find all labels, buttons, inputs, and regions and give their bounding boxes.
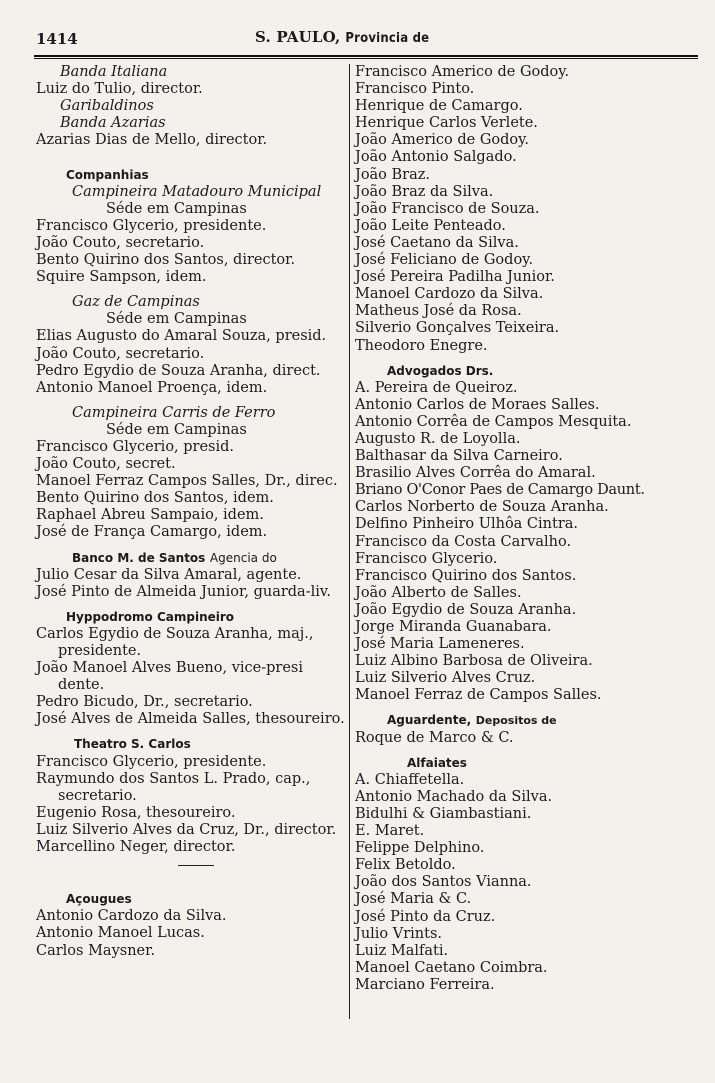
- entry-line: Brasilio Alves Corrêa do Amaral.: [355, 465, 596, 482]
- section-separator: [178, 865, 214, 866]
- entry-line: Pedro Bicudo, Dr., secretario.: [36, 694, 253, 711]
- section-heading: Banco M. de Santos: [72, 550, 206, 565]
- entry-line: Manoel Ferraz Campos Salles, Dr., direc.: [36, 473, 338, 490]
- entry-line: Bento Quirino dos Santos, idem.: [36, 490, 274, 507]
- entry-line: Antonio Cardozo da Silva.: [36, 908, 227, 925]
- section-title: Gaz de Campinas: [72, 294, 200, 311]
- spacer: [36, 601, 347, 609]
- entry-line: João Americo de Godoy.: [355, 132, 530, 149]
- entry-line: José Pinto de Almeida Junior, guarda-liv.: [36, 583, 331, 600]
- entry-line: João Couto, secretario.: [36, 345, 205, 362]
- entry-line: João Leite Penteado.: [355, 217, 506, 234]
- entry-line: Marciano Ferreira.: [355, 976, 495, 993]
- entry-line: Francisco da Costa Carvalho.: [355, 533, 572, 550]
- entry-line: Silverio Gonçalves Teixeira.: [355, 320, 560, 337]
- section-heading: Alfaiates: [407, 755, 467, 770]
- entry-line: João Couto, secretario.: [36, 234, 205, 251]
- entry-line: Francisco Pinto.: [355, 81, 475, 98]
- entry-line: Manoel Ferraz de Campos Salles.: [355, 687, 602, 704]
- entry-line: Balthasar da Silva Carneiro.: [355, 448, 563, 465]
- entry-line: dente.: [58, 677, 105, 694]
- entry-line: Francisco Glycerio.: [355, 550, 498, 567]
- entry-line: Luiz Silverio Alves Cruz.: [355, 670, 536, 687]
- entry-line: João Braz.: [355, 166, 431, 183]
- column-divider: [349, 64, 350, 1019]
- running-head: [255, 28, 429, 46]
- spacer: [355, 704, 700, 712]
- entry-line: Carlos Norberto de Souza Aranha.: [355, 499, 609, 516]
- entry-line: João Francisco de Souza.: [355, 200, 540, 217]
- entry-line: João Braz da Silva.: [355, 183, 494, 200]
- section-title: Banda Azarias: [60, 115, 166, 132]
- entry-line: Raymundo dos Santos L. Prado, cap.,: [36, 770, 311, 787]
- entry-line: José Pereira Padilha Junior.: [355, 269, 555, 286]
- section-heading: Açougues: [66, 892, 132, 907]
- entry-line: Francisco Glycerio, presid.: [36, 438, 235, 455]
- entry-line: Luiz Malfati.: [355, 942, 449, 959]
- entry-line: Marcellino Neger, director.: [36, 839, 236, 856]
- entry-line: Francisco Quirino dos Santos.: [355, 567, 577, 584]
- entry-line: José Alves de Almeida Salles, thesoureiro.: [36, 711, 345, 728]
- spacer: [36, 149, 347, 166]
- section-subtitle: Séde em Campinas: [106, 421, 247, 438]
- section-title: Garibaldinos: [60, 98, 154, 115]
- section-subtitle: Séde em Campinas: [106, 200, 247, 217]
- header-rule: [34, 55, 698, 59]
- entry-line: Henrique Carlos Verlete.: [355, 115, 538, 132]
- entry-line: Felippe Delphino.: [355, 840, 485, 857]
- spacer: [36, 874, 347, 891]
- entry-line: Bidulhi & Giambastiani.: [355, 805, 532, 822]
- entry-line: Eugenio Rosa, thesoureiro.: [36, 804, 236, 821]
- section-heading-row: [36, 550, 347, 567]
- section-heading-rest: Agencia do: [209, 550, 277, 565]
- entry-line: José Pinto da Cruz.: [355, 908, 496, 925]
- section-heading: Hyppodromo Campineiro: [66, 609, 235, 624]
- entry-line: João Egydio de Souza Aranha.: [355, 601, 577, 618]
- entry-line: Roque de Marco & C.: [355, 729, 514, 746]
- right-column: [355, 64, 700, 994]
- running-head-province: Provincia de: [345, 31, 430, 46]
- entry-line: Luiz Albino Barbosa de Oliveira.: [355, 653, 593, 670]
- section-title: Campineira Matadouro Municipal: [72, 183, 322, 200]
- entry-line: Pedro Egydio de Souza Aranha, direct.: [36, 362, 321, 379]
- entry-line: Azarias Dias de Mello, director.: [36, 132, 268, 149]
- entry-line: presidente.: [58, 643, 142, 659]
- entry-line: Francisco Glycerio, presidente.: [36, 217, 267, 234]
- entry-line: José de França Camargo, idem.: [36, 524, 268, 541]
- entry-line: Luiz do Tulio, director.: [36, 81, 203, 98]
- spacer: [36, 542, 347, 550]
- entry-line: João Couto, secret.: [36, 456, 176, 473]
- entry-line: A. Chiaffetella.: [355, 771, 465, 788]
- entry-line: Delfino Pinheiro Ulhôa Cintra.: [355, 516, 579, 533]
- page-number: 1414: [36, 30, 78, 48]
- entry-line: Julio Cesar da Silva Amaral, agente.: [36, 566, 302, 583]
- entry-line: Briano O'Conor Paes de Camargo Daunt.: [355, 482, 645, 499]
- spacer: [36, 397, 347, 405]
- entry-line: João Antonio Salgado.: [355, 149, 517, 166]
- spacer: [355, 747, 700, 755]
- entry-line: Luiz Silverio Alves da Cruz, Dr., director.: [36, 821, 337, 838]
- entry-line: Antonio Manoel Proença, idem.: [36, 379, 268, 396]
- entry-line: Manoel Caetano Coimbra.: [355, 959, 548, 976]
- section-heading: Companhias: [66, 167, 149, 182]
- entry-line: Antonio Machado da Silva.: [355, 788, 553, 805]
- entry-line: Raphael Abreu Sampaio, idem.: [36, 507, 264, 524]
- entry-line: João Alberto de Salles.: [355, 584, 522, 601]
- section-title: Banda Italiana: [60, 64, 168, 80]
- entry-line: Carlos Egydio de Souza Aranha, maj.,: [36, 625, 314, 642]
- entry-line: Antonio Manoel Lucas.: [36, 925, 205, 942]
- entry-line: Jorge Miranda Guanabara.: [355, 619, 552, 635]
- entry-line: Francisco Americo de Godoy.: [355, 64, 570, 80]
- entry-line: Felix Betoldo.: [355, 857, 456, 874]
- entry-line: secretario.: [58, 787, 137, 804]
- entry-line: Carlos Maysner.: [36, 942, 156, 959]
- entry-line: E. Maret.: [355, 823, 425, 840]
- entry-line: Manoel Cardozo da Silva.: [355, 286, 544, 303]
- entry-line: João dos Santos Vianna.: [355, 874, 532, 891]
- entry-line: Antonio Corrêa de Campos Mesquita.: [355, 413, 632, 430]
- entry-line: José Caetano da Silva.: [355, 234, 519, 251]
- section-heading: Aguardente,: [387, 713, 472, 728]
- entry-line: Augusto R. de Loyolla.: [355, 430, 521, 447]
- entry-line: José Maria Lameneres.: [355, 636, 525, 653]
- left-column: [36, 64, 347, 960]
- entry-line: Antonio Carlos de Moraes Salles.: [355, 396, 600, 413]
- section-title: Campineira Carris de Ferro: [72, 404, 276, 421]
- entry-line: Elias Augusto do Amaral Souza, presid.: [36, 328, 327, 345]
- entry-line: Squire Sampson, idem.: [36, 269, 207, 286]
- section-heading: Theatro S. Carlos: [74, 737, 191, 752]
- entry-line: Theodoro Enegre.: [355, 337, 488, 354]
- entry-line: Bento Quirino dos Santos, director.: [36, 252, 296, 269]
- spacer: [36, 286, 347, 294]
- section-heading-rest: Depositos de: [475, 714, 557, 728]
- entry-line: Matheus José da Rosa.: [355, 303, 522, 320]
- section-subtitle: Séde em Campinas: [106, 311, 247, 328]
- entry-line: José Maria & C.: [355, 891, 472, 908]
- entry-line: Francisco Glycerio, presidente.: [36, 753, 267, 770]
- entry-line: José Feliciano de Godoy.: [355, 252, 534, 269]
- entry-line: A. Pereira de Queiroz.: [355, 379, 518, 396]
- running-head-city: S. PAULO,: [255, 28, 341, 46]
- entry-line: Henrique de Camargo.: [355, 98, 523, 115]
- section-heading-row: [355, 712, 700, 729]
- spacer: [355, 355, 700, 363]
- section-heading: Advogados Drs.: [387, 363, 494, 378]
- entry-line: Julio Vrints.: [355, 925, 443, 942]
- spacer: [36, 728, 347, 736]
- entry-line: João Manoel Alves Bueno, vice-presi: [36, 660, 304, 677]
